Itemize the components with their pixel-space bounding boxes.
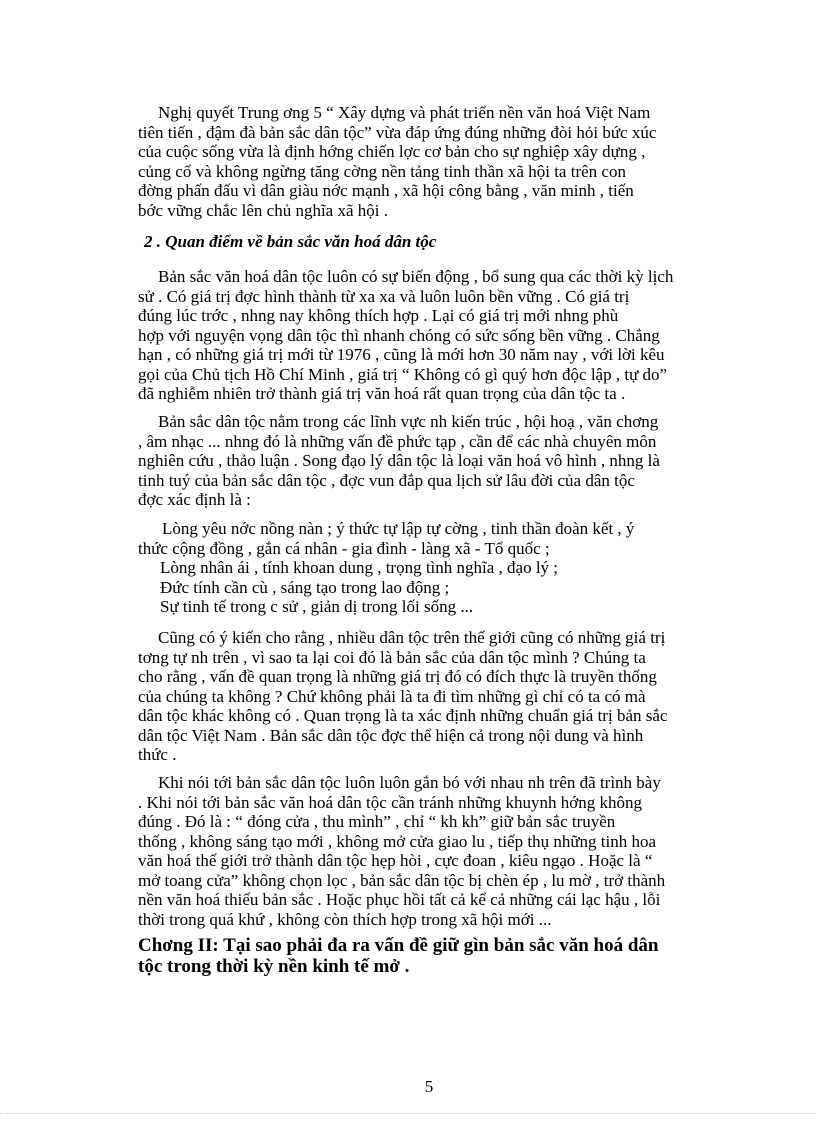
paragraph-resolution <box>138 103 722 220</box>
text-line: đúng lúc trớc , nhng nay không thích hợp . Lại có giá trị mới nhng phù <box>138 306 619 325</box>
text-line: , âm nhạc ... nhng đó là những vấn đề phức tạp , cần để các nhà chuyên môn <box>138 431 657 451</box>
text-line: Bản sắc văn hoá dân tộc luôn có sự biến động , bổ sung qua các thời kỳ lịch <box>158 267 674 286</box>
text-line: sử . Có giá trị đợc hình thành từ xa xa và luôn luôn bền vững . Có giá trị <box>138 286 630 306</box>
text-line: nghiên cứu , thảo luận . Song đạo lý dân tộc là loại văn hoá vô hình , nhng là <box>138 451 660 470</box>
text-line: dân tộc khác không có . Quan trọng là ta xác định những chuẩn giá trị bản sắc <box>138 706 668 725</box>
text-line: bớc vững chắc lên chủ nghĩa xã hội . <box>138 200 388 220</box>
paragraph-identity-change <box>138 267 722 404</box>
text-line: dân tộc Việt Nam . Bản sắc dân tộc đợc thể hiện cả trong nội dung và hình <box>138 725 644 745</box>
list-item: Lòng yêu nớc nồng nàn ; ý thức tự lập tự cờng , tinh thần đoàn kết , ý <box>162 519 635 538</box>
page-bottom-divider <box>0 1113 816 1114</box>
text-line: Cũng có ý kiến cho rằng , nhiều dân tộc trên thế giới cũng có những giá trị <box>158 628 666 647</box>
values-list <box>138 519 722 617</box>
text-line: cho rằng , vấn đề quan trọng là những giá trị đó có đích thực là truyền thống <box>138 667 657 686</box>
text-line: Bản sắc dân tộc nằm trong các lĩnh vực nh kiến trúc , hội hoạ , văn chơng <box>158 412 659 431</box>
text-line: đờng phấn đấu vì dân giàu nớc mạnh , xã hội công bằng , văn minh , tiến <box>138 181 634 200</box>
page-number: 5 <box>424 1077 434 1096</box>
text-line: hạn , có những giá trị mới từ 1976 , cũng là mới hơn 30 năm nay , với lời kêu <box>138 345 665 364</box>
list-item: thức cộng đồng , gắn cá nhân - gia đình - làng xã - Tổ quốc ; <box>138 538 550 558</box>
paragraph-identity-fields <box>138 412 722 510</box>
text-line: củng cố và không ngừng tăng cờng nền tảng tinh thần xã hội ta trên con <box>138 161 626 181</box>
text-line: thức . <box>138 745 177 764</box>
text-line: tơng tự nh trên , vì sao ta lại coi đó là bản sắc của dân tộc mình ? Chúng ta <box>138 647 646 667</box>
text-line: nền văn hoá thiếu bản sắc . Hoặc phục hồi tất cả kể cả những cái lạc hậu , lỗi <box>138 890 661 909</box>
text-line: thống , không sáng tạo mới , không mở cửa giao lu , tiếp thụ những tinh hoa <box>138 831 657 851</box>
text-line: thời trong quá khứ , không còn thích hợp trong xã hội mới ... <box>138 909 552 929</box>
text-line: của chúng ta không ? Chứ không phải là ta đi tìm những gì chỉ có ta có mà <box>138 686 646 706</box>
text-line: đợc xác định là : <box>138 490 251 509</box>
text-line: đã nghiễm nhiên trở thành giá trị văn hoá rất quan trọng của dân tộc ta . <box>138 384 626 403</box>
list-item: Đức tính cần cù , sáng tạo trong lao động ; <box>160 577 450 597</box>
text-line: của cuộc sống vừa là định hớng chiến lợc cơ bản cho sự nghiệp xây dựng , <box>138 142 646 161</box>
text-line: tinh tuý của bản sắc dân tộc , đợc vun đắp qua lịch sử lâu đời của dân tộc <box>138 470 635 490</box>
chapter-heading-line: tộc trong thời kỳ nền kinh tế mở . <box>138 956 410 977</box>
text-line: văn hoá thế giới trở thành dân tộc hẹp hòi , cực đoan , kiêu ngạo . Hoặc là “ <box>138 851 653 870</box>
text-line: tiên tiến , đậm đà bản sắc dân tộc” vừa đáp ứng đúng những đòi hỏi bức xúc <box>138 122 657 142</box>
chapter-heading <box>138 935 738 977</box>
text-line: mở toang cửa” không chọn lọc , bản sắc dân tộc bị chèn ép , lu mờ , trở thành <box>138 870 666 890</box>
list-item: Sự tinh tế trong c sử , giản dị trong lối sống ... <box>160 597 474 616</box>
text-line: hợp với nguyện vọng dân tộc thì nhanh chóng có sức sống bền vững . Chẳng <box>138 325 660 345</box>
paragraph-opinion <box>138 628 722 765</box>
chapter-heading-line: Chơng II: Tại sao phải đa ra vấn đề giữ gìn bản sắc văn hoá dân <box>138 935 659 956</box>
list-item: Lòng nhân ái , tính khoan dung , trọng tình nghĩa , đạo lý ; <box>160 558 559 577</box>
section-heading: 2 . Quan điểm về bản sắc văn hoá dân tộc <box>144 232 437 251</box>
text-line: Khi nói tới bản sắc dân tộc luôn luôn gắn bó với nhau nh trên đã trình bày <box>158 773 661 792</box>
text-line: gọi của Chủ tịch Hồ Chí Minh , giá trị “ Không có gì quý hơn độc lập , tự do” <box>138 364 668 384</box>
text-line: đúng . Đó là : “ đóng cửa , thu mình” , chỉ “ kh kh” giữ bản sắc truyền <box>138 812 616 831</box>
text-line: Nghị quyết Trung ơng 5 “ Xây dựng và phát triển nền văn hoá Việt Nam <box>158 103 651 122</box>
text-line: . Khi nói tới bản sắc văn hoá dân tộc cần tránh những khuynh hớng không <box>138 792 643 812</box>
paragraph-tendencies <box>138 773 722 929</box>
